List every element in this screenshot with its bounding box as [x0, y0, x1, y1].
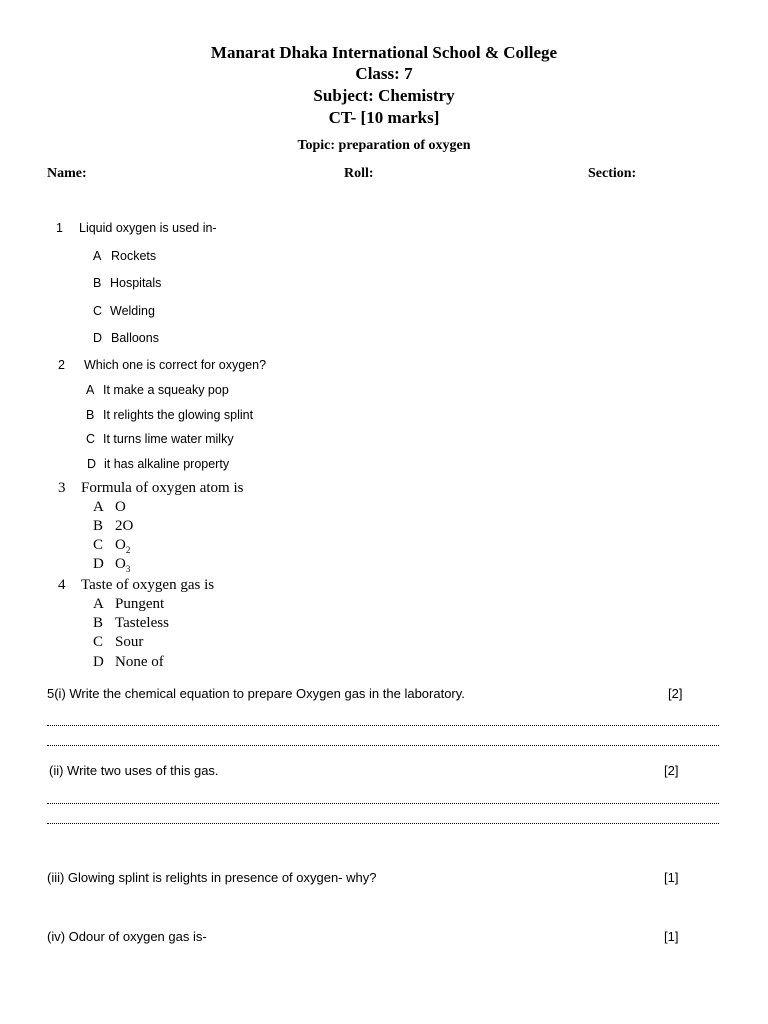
- option-text: Sour: [115, 634, 144, 650]
- option-text: Hospitals: [110, 276, 162, 290]
- option-letter: B: [93, 615, 104, 631]
- question-number: 1: [56, 221, 63, 235]
- marks-label: [1]: [664, 929, 679, 944]
- subscript: 2: [125, 545, 131, 555]
- option-letter: C: [93, 537, 104, 553]
- option-letter: D: [93, 556, 104, 572]
- option-letter: A: [93, 596, 104, 612]
- answer-line[interactable]: [47, 803, 719, 804]
- question-text: Taste of oxygen gas is: [81, 577, 215, 593]
- question-5ii-text: (ii) Write two uses of this gas.: [49, 763, 219, 778]
- option-letter: C: [93, 634, 104, 650]
- option-letter: A: [86, 383, 95, 397]
- answer-line[interactable]: [47, 725, 719, 726]
- answer-line[interactable]: [47, 745, 719, 746]
- question-5iv-text: (iv) Odour of oxygen gas is-: [47, 929, 207, 944]
- option-letter: D: [93, 331, 103, 345]
- option-text: Tasteless: [115, 615, 169, 631]
- question-5i-text: 5(i) Write the chemical equation to prepare Oxygen gas in the laboratory.: [47, 686, 465, 701]
- option-letter: B: [86, 408, 95, 422]
- option-text: It relights the glowing splint: [103, 408, 254, 422]
- option-letter: D: [87, 457, 97, 471]
- school-name: Manarat Dhaka International School & College: [210, 43, 558, 62]
- answer-line[interactable]: [47, 823, 719, 824]
- question-5iii-text: (iii) Glowing splint is relights in presence of oxygen- why?: [47, 870, 377, 885]
- option-text: Rockets: [111, 249, 157, 263]
- question-text: Formula of oxygen atom is: [81, 480, 244, 496]
- test-line: CT- [10 marks]: [328, 108, 440, 127]
- section-label: Section:: [588, 166, 637, 181]
- option-letter: C: [86, 432, 96, 446]
- topic-line: Topic: preparation of oxygen: [297, 138, 471, 153]
- question-text: Liquid oxygen is used in-: [79, 221, 217, 235]
- option-letter: A: [93, 499, 104, 515]
- question-number: 4: [58, 577, 66, 593]
- option-letter: C: [93, 304, 103, 318]
- marks-label: [1]: [664, 870, 679, 885]
- option-letter: A: [93, 249, 102, 263]
- question-number: 2: [58, 358, 65, 372]
- name-label: Name:: [47, 166, 87, 181]
- option-text: Balloons: [111, 331, 159, 345]
- question-text: Which one is correct for oxygen?: [84, 358, 267, 372]
- option-text: O: [115, 499, 126, 515]
- option-text: Pungent: [115, 596, 165, 612]
- marks-label: [2]: [668, 686, 683, 701]
- option-letter: B: [93, 276, 102, 290]
- roll-label: Roll:: [344, 166, 374, 181]
- option-letter: B: [93, 518, 104, 534]
- option-text: None of: [115, 654, 164, 670]
- question-number: 3: [58, 480, 66, 496]
- option-letter: D: [93, 654, 104, 670]
- option-text: $O_2$: [115, 537, 131, 555]
- option-text: It turns lime water milky: [103, 432, 234, 446]
- option-text: It make a squeaky pop: [103, 383, 229, 397]
- subject-line: Subject: Chemistry: [313, 86, 455, 105]
- option-text: it has alkaline property: [104, 457, 230, 471]
- class-line: Class: 7: [355, 64, 413, 83]
- option-text: Welding: [110, 304, 155, 318]
- option-text: $O_3$: [115, 556, 131, 574]
- subscript: 3: [125, 564, 131, 574]
- option-text: 2O: [115, 518, 134, 534]
- marks-label: [2]: [664, 763, 679, 778]
